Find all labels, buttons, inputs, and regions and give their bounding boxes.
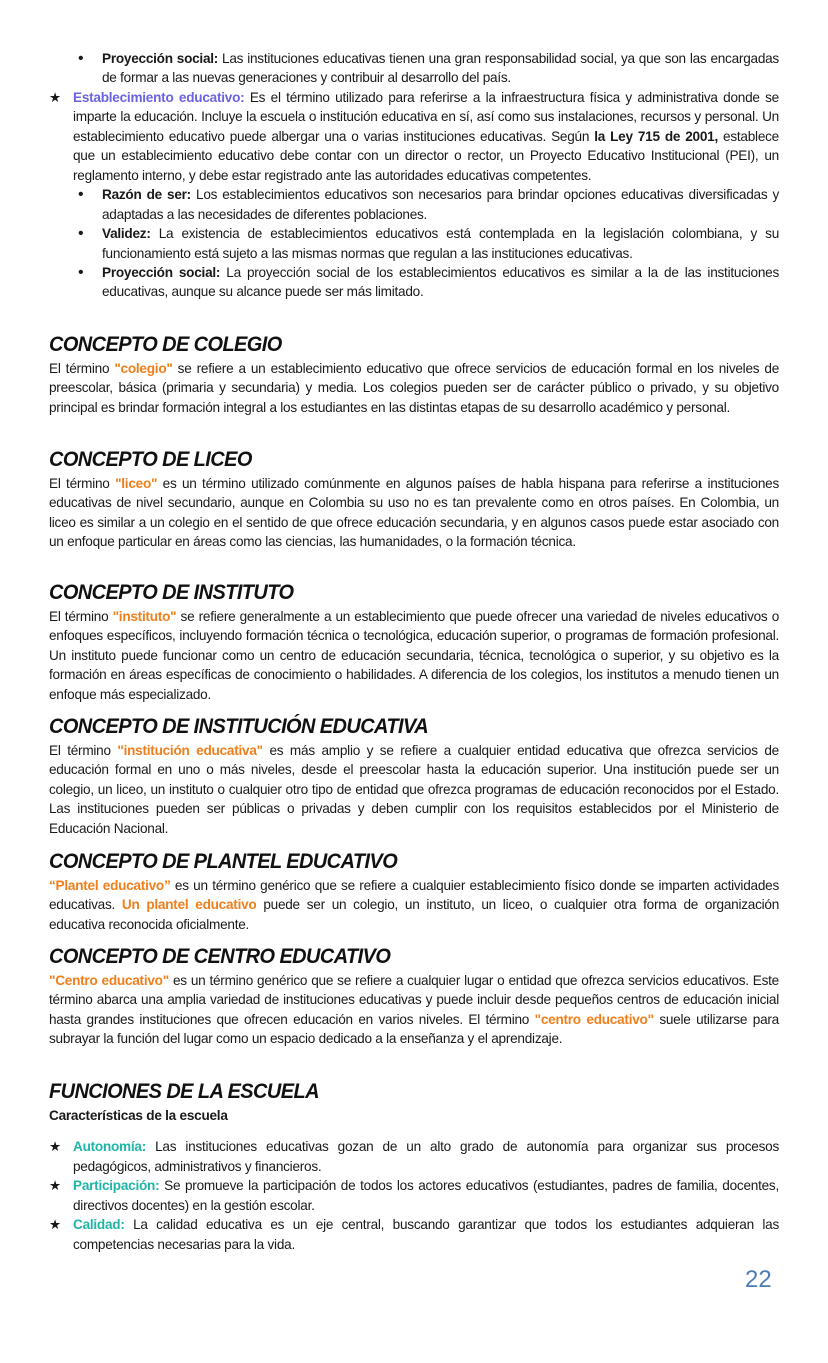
list-item: ★ Autonomía: Las instituciones educativas gozan de un alto grado de autonomía para organizar sus procesos pedagógicos, administrativos y financieros.: [49, 1139, 779, 1174]
bullet-list: [78, 49, 779, 88]
paragraph: El término "liceo" es un término utilizado comúnmente en algunos países de habla hispana para referirse a instituciones educativas de nivel secundario, aunque en Colombia su uso no es tan prevalente como en otros países. En Colombia, un liceo es similar a un colegio en el sentido de que ofrece educación secundaria, y en algunos casos puede estar asociado con un enfoque particular en áreas como las ciencias, las humanidades, o la formación técnica.: [49, 476, 779, 550]
bullet-list: [78, 185, 779, 302]
list-item: • Validez: La existencia de establecimientos educativos está contemplada en la legislación colombiana, y su funcionamiento está sujeto a las mismas normas que regulan a las instituciones educativas.: [78, 225, 779, 261]
list-item: • Proyección social: La proyección social de los establecimientos educativos es similar a la de las instituciones educativas, aunque su alcance puede ser más limitado.: [78, 263, 779, 300]
list-item: • Razón de ser: Los establecimientos educativos son necesarios para brindar opciones educativas diversificadas y adaptadas a las necesidades de diferentes poblaciones.: [78, 186, 779, 222]
bullet-icon: •: [78, 186, 84, 204]
list-item: ★ Participación: Se promueve la participación de todos los actores educativos (estudiantes, padres de familia, docentes, directivos docentes) en la gestión escolar.: [49, 1178, 779, 1213]
section-heading: CONCEPTO DE INSTITUTO: [49, 581, 294, 604]
star-icon: ★: [49, 1139, 61, 1155]
paragraph: "Centro educativo" es un término genérico que se refiere a cualquier lugar o entidad que ofrezca servicios educativos. Este término abarca una amplia variedad de instituciones educativas y puede incluir desde pequeños centros de educación inicial hasta grandes instituciones que ofrecen educación en varios niveles. El término "centro educativo" suele utilizarse para subrayar la función del lugar como un espacio dedicado a la enseñanza y el aprendizaje.: [49, 973, 779, 1047]
page-number: 22: [745, 1266, 772, 1293]
establecimiento-item: ★ Establecimiento educativo: Es el término utilizado para referirse a la infraestructura física y administrativa donde se imparte la educación. Incluye la escuela o institución educativa en sí, así como sus instalaciones, recursos y personal. Un establecimiento educativo puede albergar una o varias instituciones educativas. Según la Ley 715 de 2001, establece que un establecimiento educativo debe contar con un director o rector, un Proyecto Educativo Institucional (PEI), un reglamento interno, y debe estar registrado ante las autoridades educativas competentes.: [49, 89, 779, 183]
top-section: [49, 49, 779, 302]
star-icon: ★: [49, 89, 61, 105]
section-instituto: [49, 581, 779, 704]
section-heading: CONCEPTO DE PLANTEL EDUCATIVO: [49, 850, 398, 873]
section-colegio: [49, 333, 779, 417]
star-icon: ★: [49, 1178, 61, 1194]
section-heading: CONCEPTO DE LICEO: [49, 448, 252, 471]
section-plantel: [49, 850, 779, 934]
bullet-icon: •: [78, 225, 84, 243]
paragraph: “Plantel educativo” es un término genérico que se refiere a cualquier establecimiento físico donde se imparten actividades educativas. Un plantel educativo puede ser un colegio, un instituto, un liceo, o cualquier otra forma de organización educativa reconocida oficialmente.: [49, 878, 780, 932]
list-item: ★ Calidad: La calidad educativa es un eje central, buscando garantizar que todos los estudiantes adquieran las competencias necesarias para la vida.: [49, 1217, 779, 1252]
paragraph: El término "institución educativa" es más amplio y se refiere a cualquier entidad educativa que ofrezca servicios de educación formal en uno o más niveles, desde el preescolar hasta la educación superior. Una institución puede ser un colegio, un liceo, un instituto o cualquier otro tipo de entidad que ofrezca programas de educación reconocidos por el Estado. Las instituciones pueden ser públicas o privadas y deben cumplir con los requisitos establecidos por el Ministerio de Educación Nacional.: [49, 743, 779, 836]
list-item: • Proyección social: Las instituciones educativas tienen una gran responsabilidad social, ya que son las encargadas de formar a las nuevas generaciones y contribuir al desarrollo del país.: [78, 50, 779, 86]
section-subtitle: Características de la escuela: [49, 1108, 228, 1123]
bullet-icon: •: [78, 50, 84, 67]
section-centro: [49, 945, 779, 1049]
section-heading: CONCEPTO DE COLEGIO: [49, 333, 282, 356]
section-heading: CONCEPTO DE INSTITUCIÓN EDUCATIVA: [49, 715, 429, 738]
star-list: [49, 1137, 779, 1254]
section-heading: CONCEPTO DE CENTRO EDUCATIVO: [49, 945, 391, 968]
bullet-icon: •: [78, 263, 84, 281]
section-funciones: [49, 1080, 779, 1254]
paragraph: El término "colegio" se refiere a un establecimiento educativo que ofrece servicios de educación formal en los niveles de preescolar, básica (primaria y secundaria) y media. Los colegios pueden ser de carácter público o privado, y su objetivo principal es brindar formación integral a los estudiantes en las distintas etapas de su desarrollo académico y personal.: [49, 361, 780, 415]
section-institucion: [49, 715, 779, 838]
section-liceo: [49, 448, 779, 552]
star-icon: ★: [49, 1217, 61, 1233]
section-heading: FUNCIONES DE LA ESCUELA: [49, 1080, 319, 1103]
paragraph: El término "instituto" se refiere generalmente a un establecimiento que puede ofrecer una variedad de niveles educativos o enfoques específicos, incluyendo formación técnica o tecnológica, educación superior, o programas de formación profesional. Un instituto puede funcionar como un centro de educación secundaria, técnica, tecnológica o superior, y su objetivo es la formación en áreas específicas de conocimiento o habilidades. A diferencia de los colegios, los institutos a menudo tienen un enfoque más especializado.: [49, 609, 780, 702]
